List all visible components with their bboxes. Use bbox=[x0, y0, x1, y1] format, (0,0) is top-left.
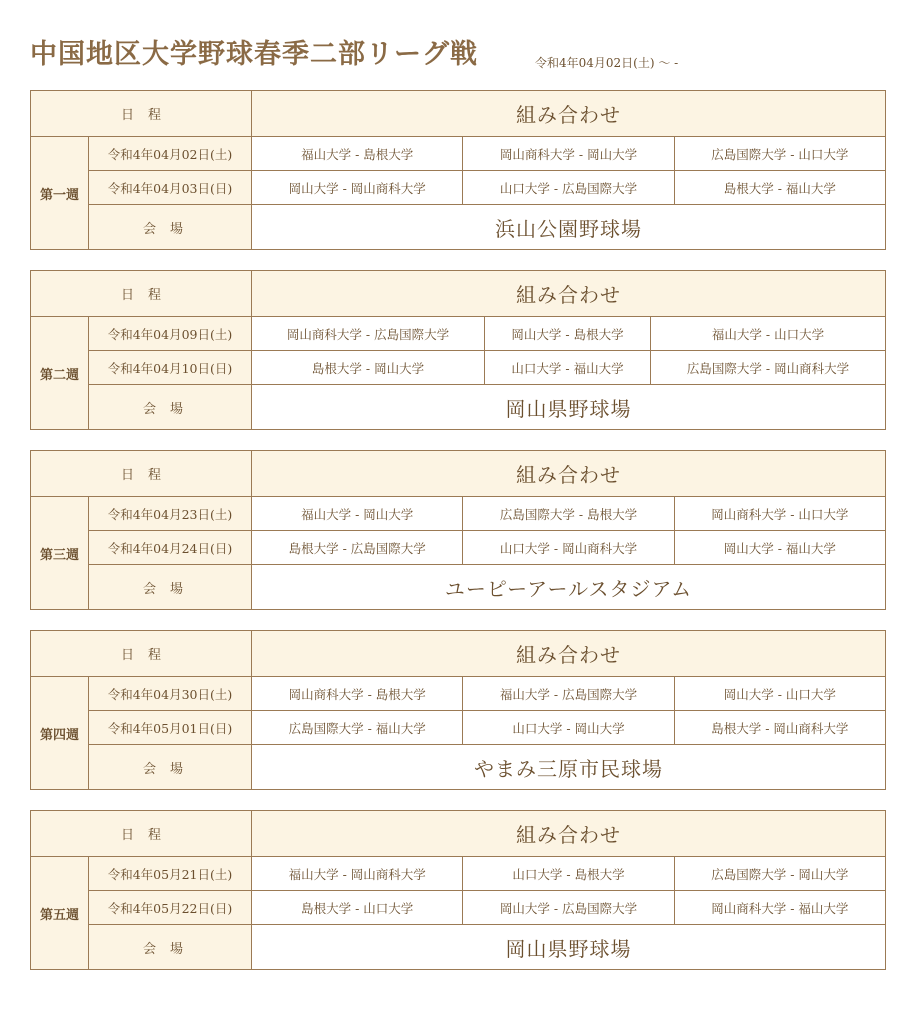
day-row bbox=[31, 857, 886, 891]
header-row bbox=[31, 631, 886, 677]
week-label: 第五週 bbox=[31, 857, 89, 970]
day-row bbox=[31, 531, 886, 565]
match-cell: 山口大学 - 島根大学 bbox=[463, 857, 674, 891]
match-cell: 山口大学 - 岡山商科大学 bbox=[463, 531, 674, 565]
page-subtitle: 令和4年04月02日(土) ～ - bbox=[535, 56, 679, 70]
week-label: 第三週 bbox=[31, 497, 89, 610]
day-row bbox=[31, 711, 886, 745]
match-cell: 岡山商科大学 - 広島国際大学 bbox=[252, 317, 485, 351]
match-cell: 山口大学 - 岡山大学 bbox=[463, 711, 674, 745]
venue-row bbox=[31, 565, 886, 610]
day-row bbox=[31, 891, 886, 925]
match-cell: 広島国際大学 - 山口大学 bbox=[674, 137, 885, 171]
date-cell: 令和4年05月01日(日) bbox=[89, 711, 252, 745]
match-cell: 岡山大学 - 山口大学 bbox=[674, 677, 885, 711]
combination-header: 組み合わせ bbox=[252, 451, 886, 497]
date-cell: 令和4年05月22日(日) bbox=[89, 891, 252, 925]
match-cell: 岡山大学 - 福山大学 bbox=[674, 531, 885, 565]
day-row bbox=[31, 497, 886, 531]
venue-name: 岡山県野球場 bbox=[252, 925, 886, 970]
venue-label: 会場 bbox=[89, 385, 252, 430]
venue-row bbox=[31, 745, 886, 790]
venue-row bbox=[31, 205, 886, 250]
match-cell: 島根大学 - 福山大学 bbox=[674, 171, 885, 205]
venue-label: 会場 bbox=[89, 205, 252, 250]
match-cell: 岡山商科大学 - 山口大学 bbox=[674, 497, 885, 531]
header-row bbox=[31, 271, 886, 317]
match-cell: 広島国際大学 - 岡山商科大学 bbox=[651, 351, 886, 385]
match-cell: 福山大学 - 岡山商科大学 bbox=[252, 857, 463, 891]
combination-header: 組み合わせ bbox=[252, 811, 886, 857]
week-table-5 bbox=[30, 810, 886, 970]
date-cell: 令和4年04月30日(土) bbox=[89, 677, 252, 711]
match-cell: 島根大学 - 岡山大学 bbox=[252, 351, 485, 385]
combination-header: 組み合わせ bbox=[252, 631, 886, 677]
combination-header: 組み合わせ bbox=[252, 91, 886, 137]
match-cell: 福山大学 - 岡山大学 bbox=[252, 497, 463, 531]
venue-row bbox=[31, 385, 886, 430]
day-row bbox=[31, 317, 886, 351]
schedule-header: 日程 bbox=[31, 811, 252, 857]
schedule-header: 日程 bbox=[31, 631, 252, 677]
header-row bbox=[31, 91, 886, 137]
page-header bbox=[30, 30, 890, 76]
venue-row bbox=[31, 925, 886, 970]
header-row bbox=[31, 811, 886, 857]
date-cell: 令和4年05月21日(土) bbox=[89, 857, 252, 891]
header-row bbox=[31, 451, 886, 497]
match-cell: 山口大学 - 広島国際大学 bbox=[463, 171, 674, 205]
week-table-2 bbox=[30, 270, 886, 430]
day-row bbox=[31, 171, 886, 205]
match-cell: 広島国際大学 - 島根大学 bbox=[463, 497, 674, 531]
match-cell: 岡山大学 - 岡山商科大学 bbox=[252, 171, 463, 205]
date-cell: 令和4年04月02日(土) bbox=[89, 137, 252, 171]
schedule-header: 日程 bbox=[31, 271, 252, 317]
venue-label: 会場 bbox=[89, 925, 252, 970]
date-cell: 令和4年04月09日(土) bbox=[89, 317, 252, 351]
match-cell: 岡山大学 - 島根大学 bbox=[485, 317, 651, 351]
match-cell: 広島国際大学 - 福山大学 bbox=[252, 711, 463, 745]
week-table-3 bbox=[30, 450, 886, 610]
page-title: 中国地区大学野球春季二部リーグ戦 bbox=[30, 39, 478, 70]
date-cell: 令和4年04月03日(日) bbox=[89, 171, 252, 205]
week-table-4 bbox=[30, 630, 886, 790]
week-label: 第一週 bbox=[31, 137, 89, 250]
venue-label: 会場 bbox=[89, 565, 252, 610]
venue-name: 浜山公園野球場 bbox=[252, 205, 886, 250]
day-row bbox=[31, 137, 886, 171]
week-table-1 bbox=[30, 90, 886, 250]
match-cell: 福山大学 - 島根大学 bbox=[252, 137, 463, 171]
day-row bbox=[31, 351, 886, 385]
week-label: 第二週 bbox=[31, 317, 89, 430]
venue-name: 岡山県野球場 bbox=[252, 385, 886, 430]
match-cell: 島根大学 - 岡山商科大学 bbox=[674, 711, 885, 745]
match-cell: 福山大学 - 山口大学 bbox=[651, 317, 886, 351]
match-cell: 山口大学 - 福山大学 bbox=[485, 351, 651, 385]
match-cell: 岡山商科大学 - 島根大学 bbox=[252, 677, 463, 711]
match-cell: 島根大学 - 広島国際大学 bbox=[252, 531, 463, 565]
schedule-header: 日程 bbox=[31, 451, 252, 497]
match-cell: 福山大学 - 広島国際大学 bbox=[463, 677, 674, 711]
match-cell: 岡山商科大学 - 福山大学 bbox=[674, 891, 885, 925]
match-cell: 岡山商科大学 - 岡山大学 bbox=[463, 137, 674, 171]
match-cell: 広島国際大学 - 岡山大学 bbox=[674, 857, 885, 891]
venue-name: やまみ三原市民球場 bbox=[252, 745, 886, 790]
match-cell: 島根大学 - 山口大学 bbox=[252, 891, 463, 925]
combination-header: 組み合わせ bbox=[252, 271, 886, 317]
venue-name: ユーピーアールスタジアム bbox=[252, 565, 886, 610]
date-cell: 令和4年04月10日(日) bbox=[89, 351, 252, 385]
date-cell: 令和4年04月24日(日) bbox=[89, 531, 252, 565]
schedule-header: 日程 bbox=[31, 91, 252, 137]
match-cell: 岡山大学 - 広島国際大学 bbox=[463, 891, 674, 925]
day-row bbox=[31, 677, 886, 711]
date-cell: 令和4年04月23日(土) bbox=[89, 497, 252, 531]
week-label: 第四週 bbox=[31, 677, 89, 790]
venue-label: 会場 bbox=[89, 745, 252, 790]
